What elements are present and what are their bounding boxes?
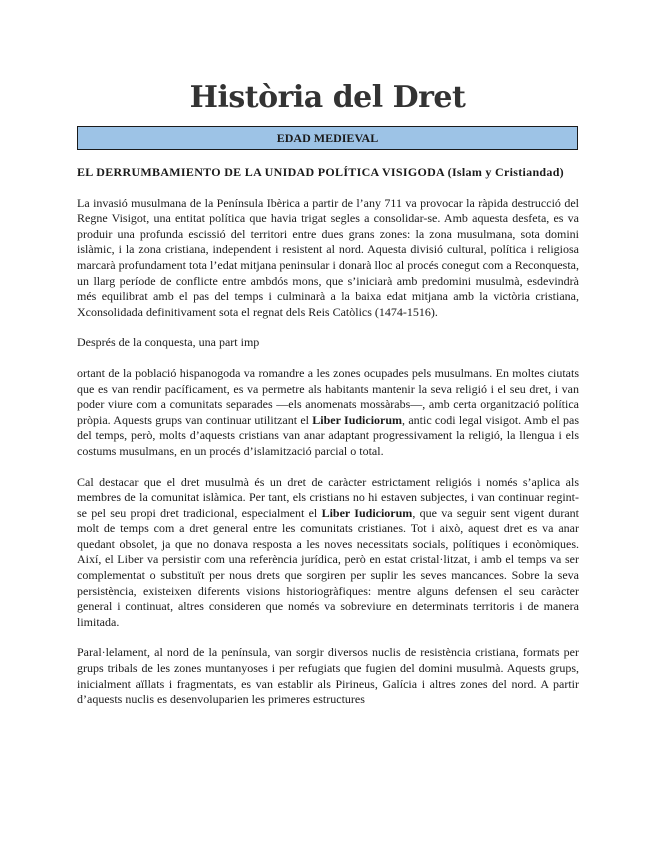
paragraph-4-text-a: Cal destacar que el dret musulmà és un dret de caràcter estrictament religiós i només s’aplica als membres de la comunitat islàmica. Per tant, els cristians no hi estaven subjectes, i van continuar regint-se pel seu propi dret tradicional, especialment el (77, 474, 579, 520)
paragraph-1: La invasió musulmana de la Península Ibèrica a partir de l’any 711 va provocar la ràpida destrucció del Regne Visigot, una entitat política que havia trigat segles a consolidar-se. Amb aquesta desfeta, es va produir una profunda escissió del territori entre dues grans zones: la zona musulmana, sota domini islàmic, i la zona cristiana, independent i resistent al nord. Aquesta divisió cultural, política i religiosa marcarà profundament tota l’edat mitjana peninsular i donarà lloc al procés conegut com a Reconquesta, un llarg període de conflicte entre ambdós mons, que s’iniciarà amb predomini musulmà, esdevindrà més equilibrat amb el pas del temps i culminarà a la baixa edat mitjana amb la victòria cristiana, Xconsolidada definitivament sota el regnat dels Reis Catòlics (1474-1516). (77, 195, 579, 319)
paragraph-3-text-a: ortant de la població hispanogoda va romandre a les zones ocupades pels musulmans. En moltes ciutats que es van rendir pacíficament, es va permetre als habitants mantenir la seva religió i el seu dret, i van poder viure com a comunitats separades —els anomenats mossàrabs—, amb certa organització política pròpia. Aquests grups van continuar utilitzant el (77, 365, 579, 427)
document-body (77, 165, 579, 723)
section-heading: EL DERRUMBAMIENTO DE LA UNIDAD POLÍTICA VISIGODA (Islam y Cristiandad) (77, 165, 564, 179)
paragraph-2: Després de la conquesta, una part imp (77, 335, 260, 350)
paragraph-4 (77, 475, 579, 631)
paragraph-5: Paral·lelament, al nord de la península, van sorgir diversos nuclis de resistència cristiana, formats per grups tribals de les zones muntanyoses i per refugiats que fugien del domini musulmà. Aquests grups, inicialment aïllats i fragmentats, es van establir als Pirineus, Galícia i altres zones del nord. A partir d’aquests nuclis es desenvoluparien les primeres estructures (77, 645, 579, 707)
liber-iudiciorum-term: Liber Iudiciorum (312, 412, 403, 427)
paragraph-3 (77, 366, 579, 460)
liber-iudiciorum-term: Liber Iudiciorum (321, 505, 413, 520)
section-banner: EDAD MEDIEVAL (77, 126, 578, 150)
document-title: Història del Dret (189, 80, 466, 115)
paragraph-3-text-c: , antic codi legal visigot. Amb el pas del temps, però, molts d’aquests cristians van anar adaptant progressivament la religió, la llengua i els costums musulmans, en un procés d’islamització parcial o total. (77, 412, 580, 458)
paragraph-4-text-c: , que va seguir sent vigent durant molt de temps com a dret general entre les comunitats cristianes. Tot i això, aquest dret es va anar quedant obsolet, ja que no donava resposta a les noves necessitats socials, polítiques i econòmiques. Així, el Liber va persistir com una referència jurídica, però en estat cristal·litzat, i amb el temps va ser complementat o substituït per nous drets que sorgiren per suplir les seves mancances. Sobre la seva persistència, existeixen diferents visions historiogràfiques: mentre alguns defensen el seu caràcter general i continuat, altres consideren que només va sobreviure en determinats territoris i de manera limitada. (77, 505, 579, 629)
